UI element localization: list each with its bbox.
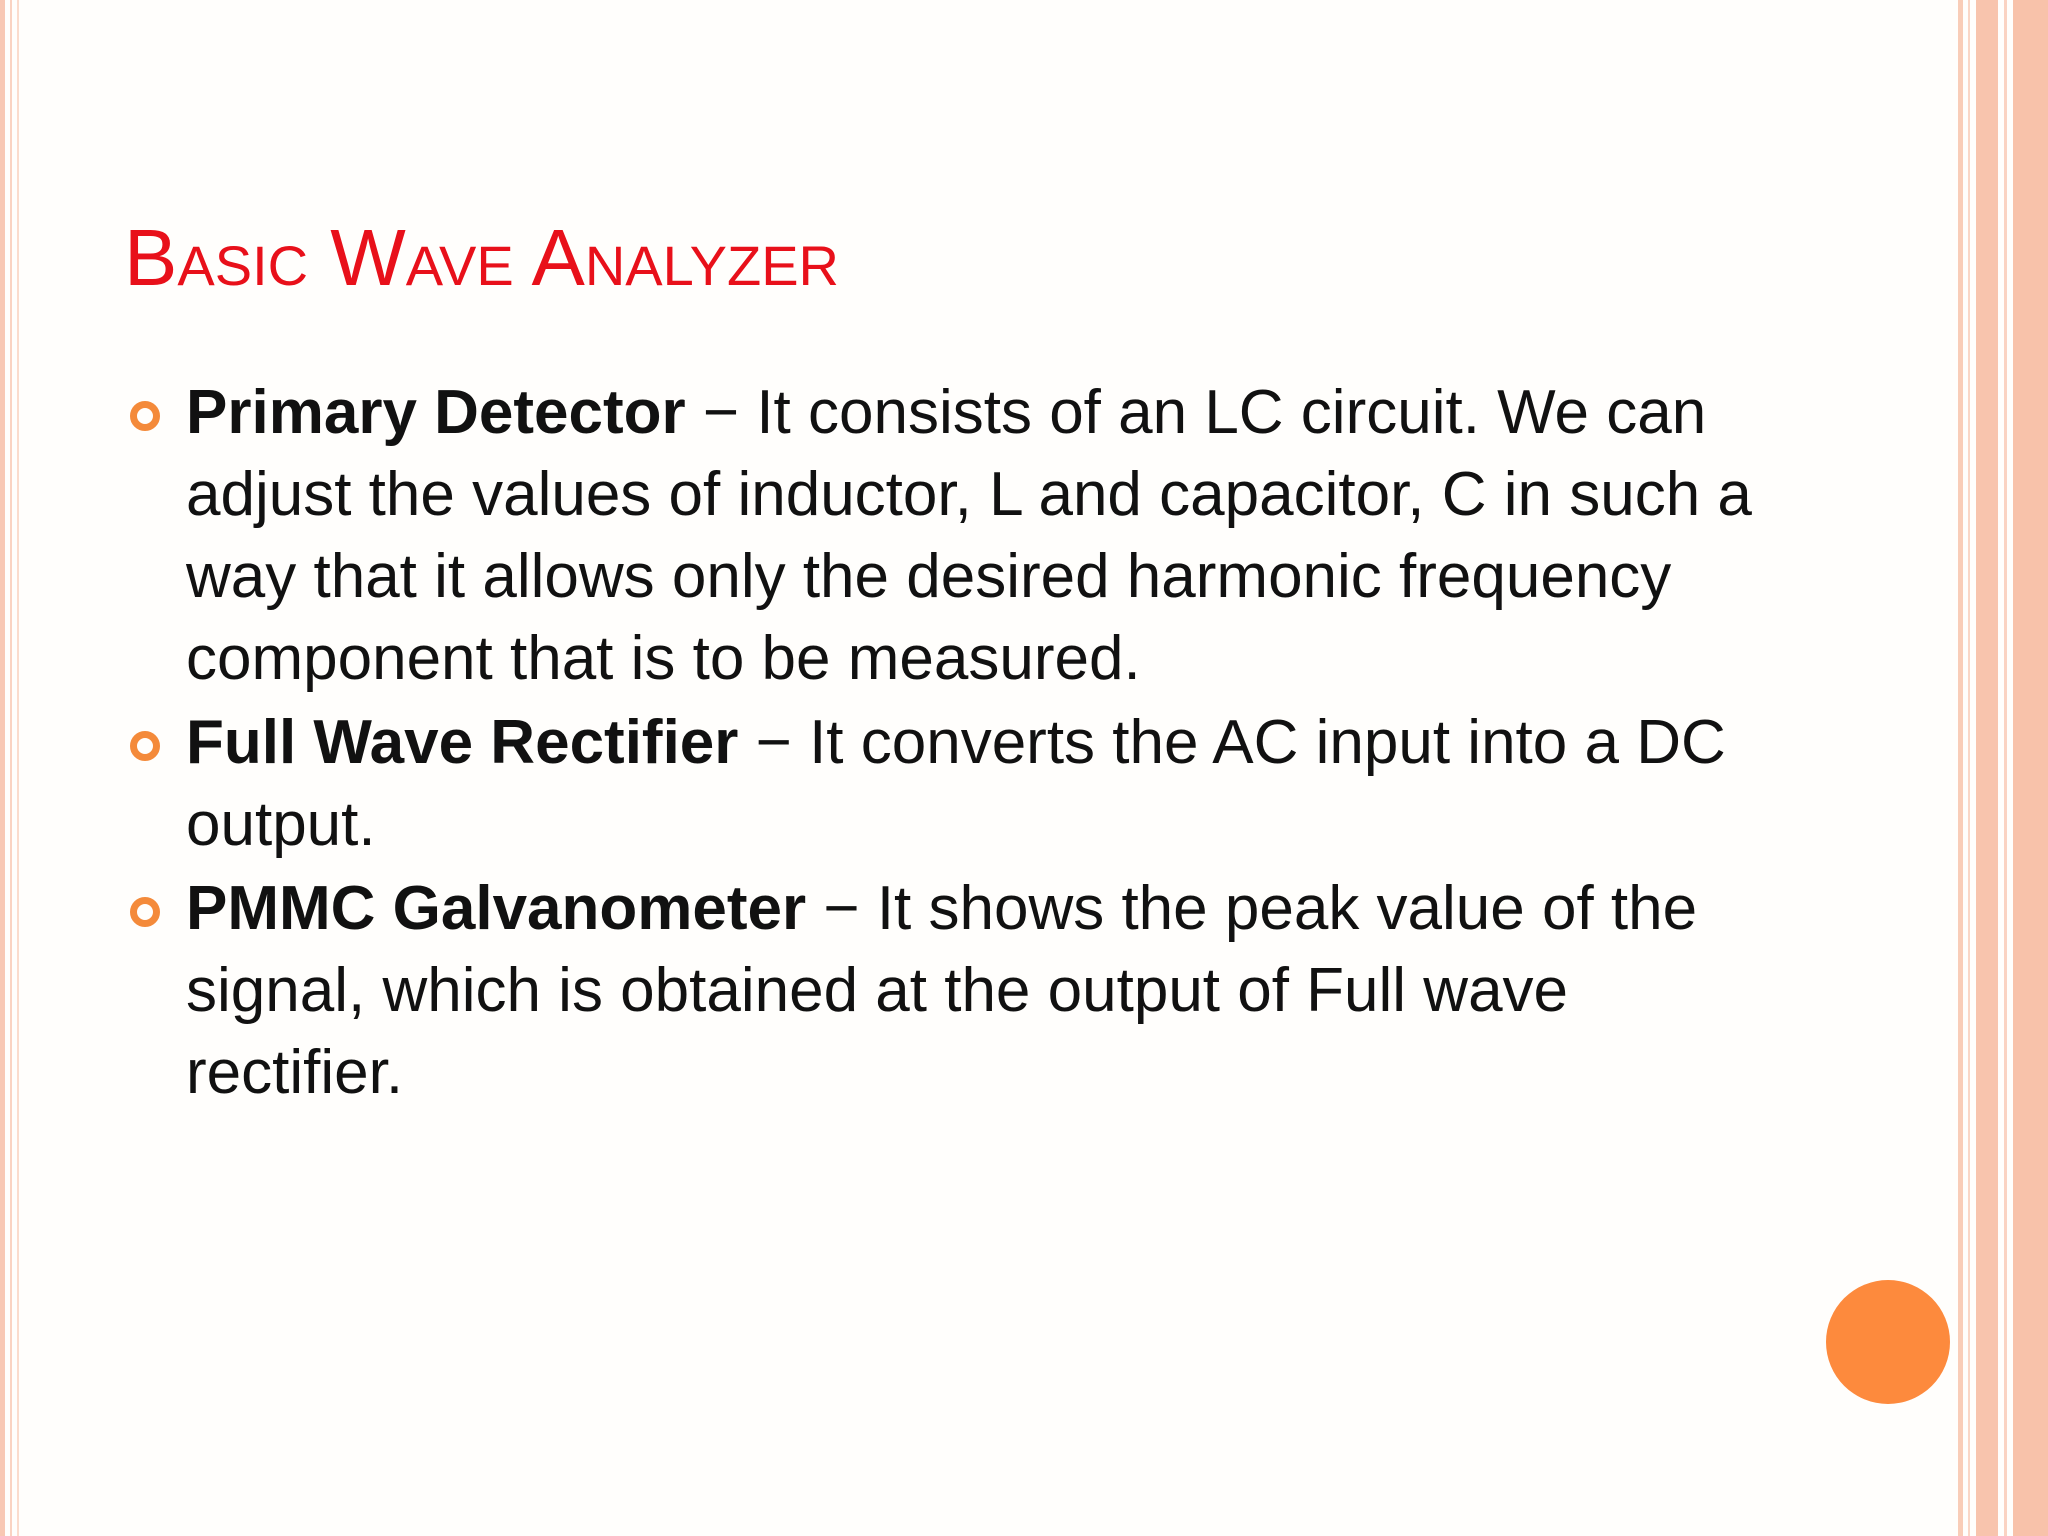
right-border-band	[2013, 0, 2048, 1536]
bullet-text: − It shows the peak value of the signal, which is obtained at the output of Full wave rectifier.	[186, 874, 1698, 1107]
left-border-line	[0, 0, 5, 1536]
right-border-band	[1968, 0, 1970, 1536]
bullet-term: Primary Detector	[186, 378, 686, 447]
left-border-line	[10, 0, 12, 1536]
bullet-icon	[130, 401, 160, 431]
bullet-text: − It consists of an LC circuit. We can adjust the values of inductor, L and capacitor, C in such a way that it allows only the desired harmonic frequency component that is to be measured.	[186, 378, 1752, 693]
bullet-term: PMMC Galvanometer	[186, 874, 807, 943]
right-border-band	[2004, 0, 2007, 1536]
bullet-list	[124, 372, 1764, 1116]
slide-title: Basic Wave Analyzer	[124, 213, 839, 302]
bullet-icon	[130, 897, 160, 927]
bullet-item-full-wave-rectifier	[124, 702, 1764, 866]
right-border-band	[1976, 0, 1998, 1536]
bullet-item-pmmc-galvanometer	[124, 868, 1764, 1114]
orange-circle-decoration	[1826, 1280, 1950, 1404]
bullet-text: − It converts the AC input into a DC output.	[186, 708, 1726, 859]
bullet-item-primary-detector	[124, 372, 1764, 700]
bullet-term: Full Wave Rectifier	[186, 708, 739, 777]
left-border-line	[17, 0, 19, 1536]
bullet-icon	[130, 731, 160, 761]
right-border-band	[1958, 0, 1963, 1536]
